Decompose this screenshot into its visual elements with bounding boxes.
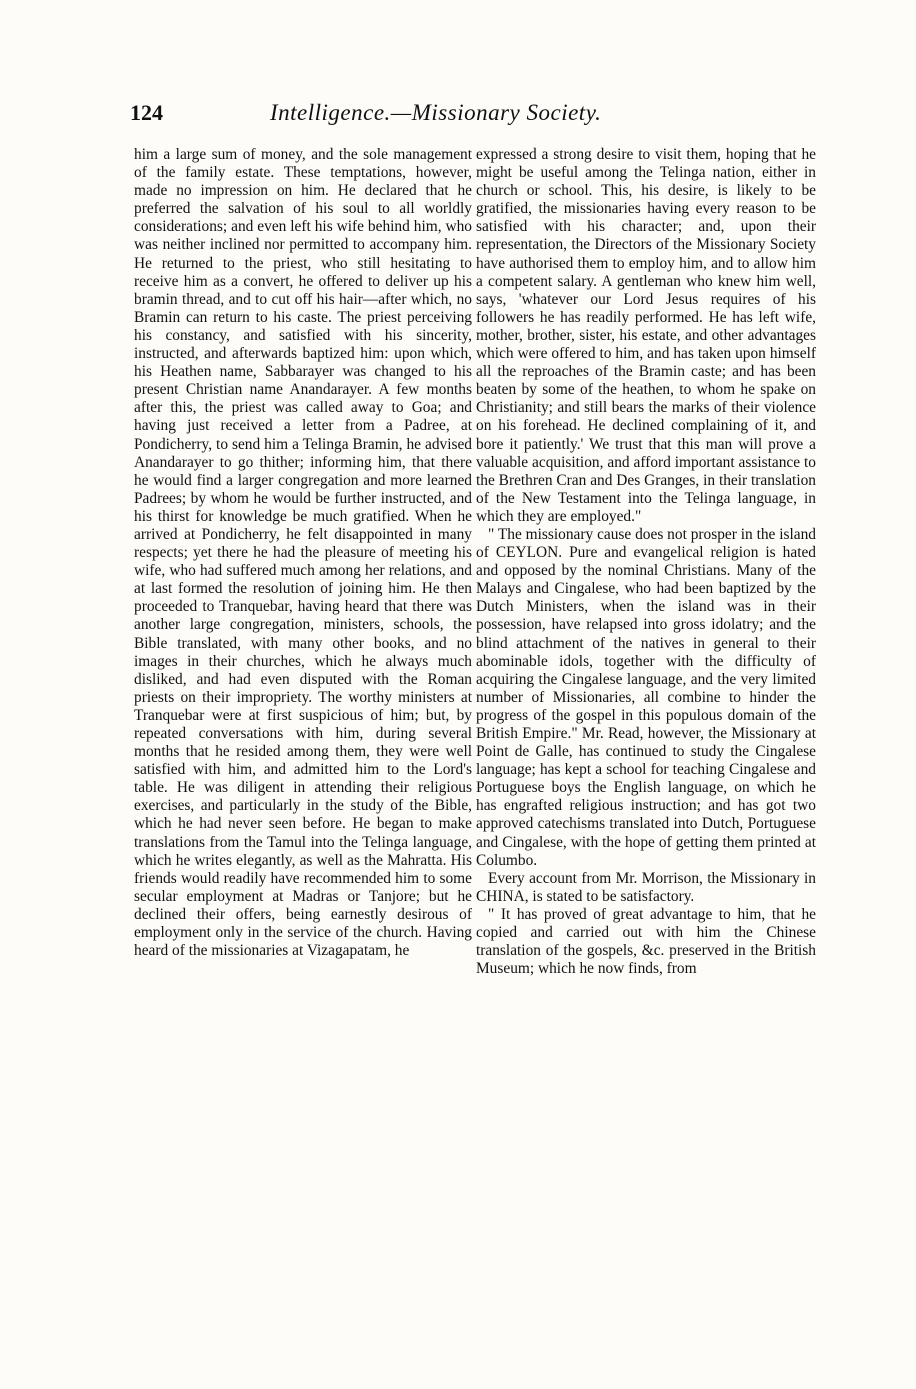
right-column [476,146,816,1296]
page-number: 124 [130,100,163,125]
paragraph: " The missionary cause does not prosper in the island of CEYLON. Pure and evangelical religion is hated and opposed by the nominal Christians. Many of the Malays and Cingalese, who had been baptized by the Dutch Ministers, when the island was in their possession, have relapsed into gross idolatry; and the blind attachment of the natives in general to their abominable idols, together with the difficulty of acquiring the Cingalese language, and the very limited number of Missionaries, all combine to hinder the progress of the gospel in this populous domain of the British Empire." Mr. Read, however, the Missionary at Point de Galle, has continued to study the Cingalese language; has kept a school for teaching Cingalese and Portuguese boys the English language, on which he has engrafted religious instruction; and has got two approved catechisms translated into Dutch, Portuguese and Cingalese, with the hope of getting them printed at Columbo. [476,525,816,869]
paragraph: " It has proved of great advantage to him, that he copied and carried out with him the Chinese translation of the gospels, &c. preserved in the British Museum; which he now finds, from [476,905,816,978]
paragraph: expressed a strong desire to visit them, hoping that he might be useful among the Telinga nation, either in church or school. This, his desire, is likely to be gratified, the missionaries having every reason to be satisfied with his character; and, upon their representation, the Directors of the Missionary Society have authorised them to employ him, and to allow him a competent salary. A gentleman who knew him well, says, 'whatever our Lord Jesus requires of his followers he has readily performed. He has left wife, mother, brother, sister, his estate, and other advantages which were offered to him, and has taken upon himself all the reproaches of the Bramin caste; and has been beaten by some of the heathen, to whom he spake on Christianity; and still bears the marks of their violence on his forehead. He declined complaining of it, and bore it patiently.' We trust that this man will prove a valuable acquisition, and afford important assistance to the Brethren Cran and Des Granges, in their translation of the New Testament into the Telinga language, in which they are employed." [476,146,816,525]
text-columns [134,146,816,1296]
paragraph: Every account from Mr. Morrison, the Missionary in CHINA, is stated to be satisfactory. [476,869,816,905]
running-header [130,100,820,140]
left-column [134,146,472,1296]
running-title: Intelligence.—Missionary Society. [270,100,602,125]
paragraph: him a large sum of money, and the sole management of the family estate. These temptations, however, made no impression on him. He declared that he preferred the salvation of his soul to all worldly considerations; and even left his wife behind him, who was neither inclined nor permitted to accompany him. He returned to the priest, who still hesitating to receive him as a convert, he offered to deliver up his bramin thread, and to cut off his hair—after which, no Bramin can return to his caste. The priest perceiving his constancy, and satisfied with his sincerity, instructed, and afterwards baptized him: upon which, his Heathen name, Sabbarayer was changed to his present Christian name Anandarayer. A few months after this, the priest was called away to Goa; and having just received a letter from a Padree, at Pondicherry, to send him a Telinga Bramin, he advised Anandarayer to go thither; informing him, that there he would find a larger congregation and more learned Padrees; by whom he would be further instructed, and his thirst for knowledge be much gratified. When he arrived at Pondicherry, he felt disappointed in many respects; yet there he had the pleasure of meeting his wife, who had suffered much among her relations, and at last formed the resolution of joining him. He then proceeded to Tranquebar, having heard that there was another large congregation, ministers, schools, the Bible translated, with many other books, and no images in their churches, which he always much disliked, and had even disputed with the Roman priests on their impropriety. The worthy ministers at Tranquebar were at first suspicious of him; but, by repeated conversations with him, during several months that he resided among them, they were well satisfied with him, and admitted him to the Lord's table. He was diligent in attending their religious exercises, and particularly in the study of the Bible, which he had never seen before. He began to make translations from the Tamul into the Telinga language, which he writes elegantly, as well as the Mahratta. His friends would readily have recommended him to some secular employment at Madras or Tanjore; but he declined their offers, being earnestly desirous of employment only in the service of the church. Having heard of the missionaries at Vizagapatam, he [134,146,472,960]
